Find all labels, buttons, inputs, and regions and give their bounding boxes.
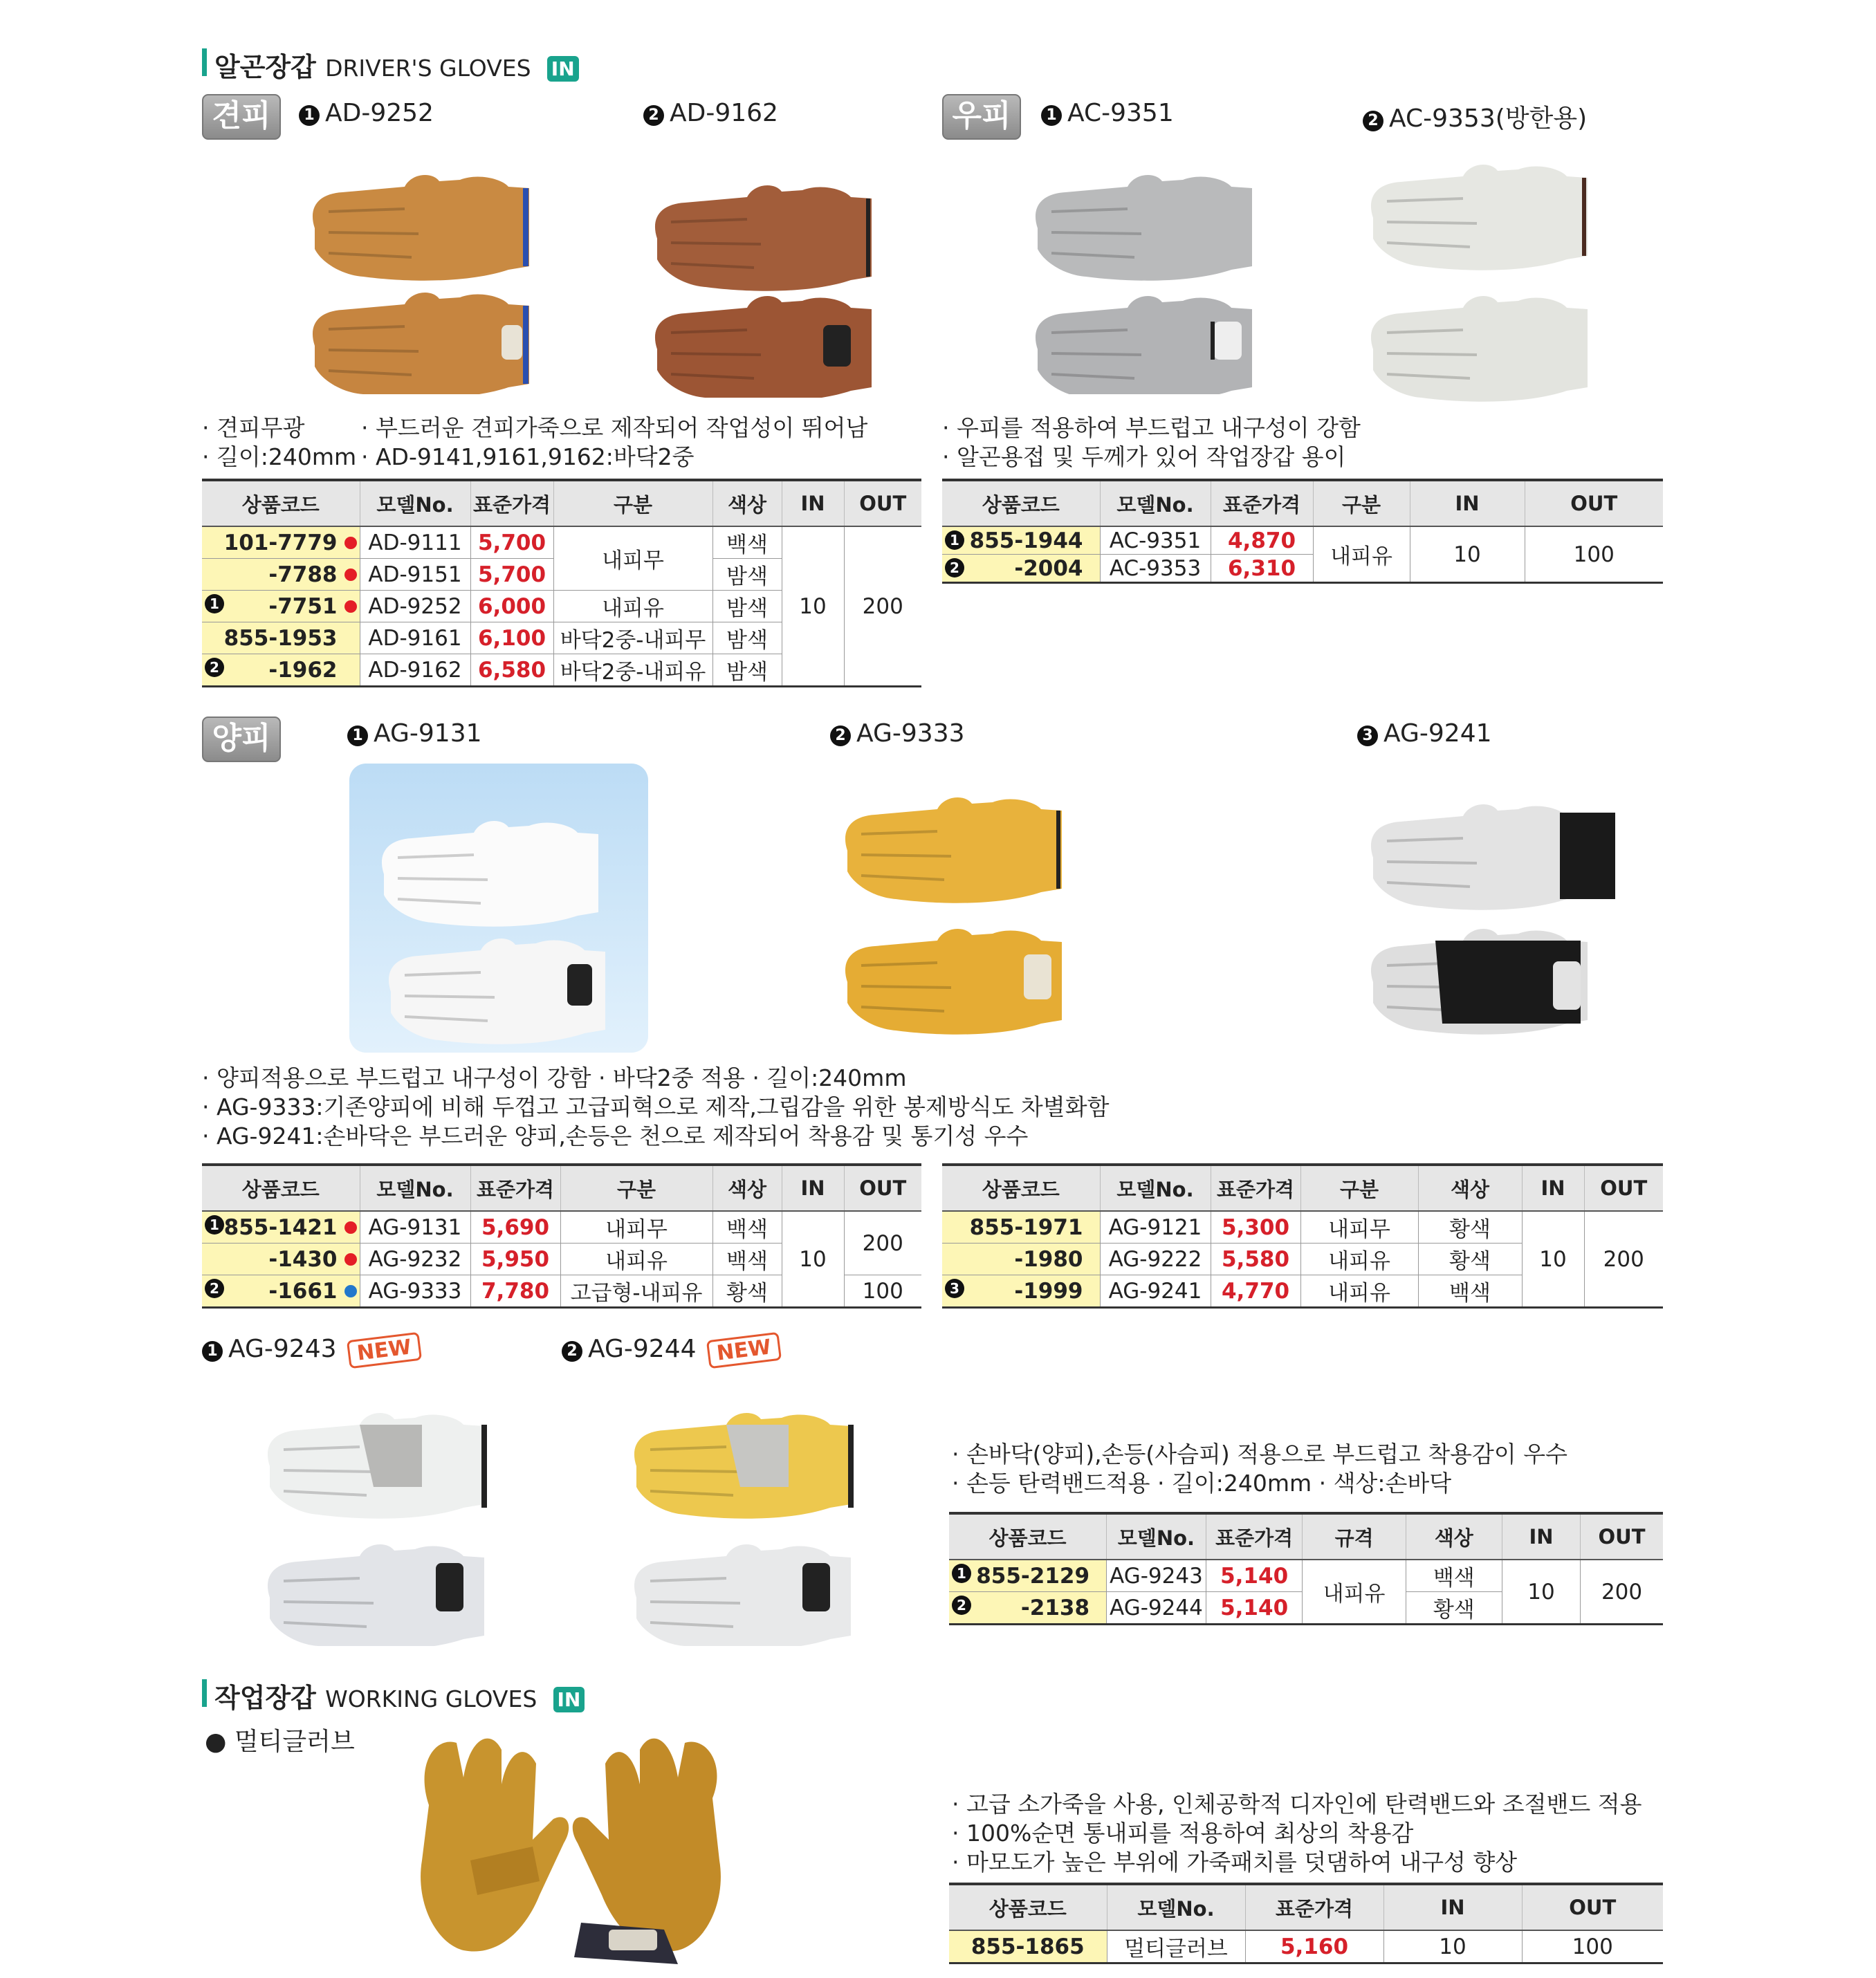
cell-out: 100: [1525, 526, 1663, 583]
th-out: OUT: [844, 1165, 921, 1211]
cell-type: 내피무: [553, 526, 712, 591]
number-badge: 2: [952, 1596, 971, 1615]
cell-type: 내피유: [553, 591, 712, 622]
code-text: -7788: [268, 562, 338, 587]
cell-out: 200: [844, 1211, 921, 1275]
label-text: AG-9243: [228, 1335, 337, 1363]
cell-model: AD-9162: [360, 654, 470, 687]
code-text: 855-1953: [223, 625, 338, 651]
cell-type: 고급형-내피유: [560, 1275, 712, 1308]
code-text: -1980: [1014, 1246, 1083, 1272]
cell-code: [202, 1244, 360, 1275]
label-text: AG-9131: [374, 719, 482, 748]
cell-in: 10: [1502, 1560, 1580, 1625]
th-model: 모델No.: [360, 480, 470, 526]
cell-in: 10: [1383, 1930, 1522, 1963]
cell-color: 백색: [1406, 1560, 1502, 1592]
new-badge: NEW: [706, 1332, 781, 1369]
th-price: 표준가격: [1206, 1513, 1303, 1560]
glove-image-ag9131: [349, 764, 648, 1053]
number-badge: 2: [945, 558, 964, 577]
th-color: 색상: [712, 1165, 782, 1211]
table-row: [942, 526, 1663, 555]
glove-image-ac9351: [1017, 138, 1280, 394]
code-text: -2138: [1020, 1595, 1090, 1620]
cell-model: AD-9151: [360, 559, 470, 591]
cell-price: 5,580: [1211, 1244, 1300, 1275]
cell-price: 7,780: [470, 1275, 560, 1308]
code-text: 101-7779: [223, 530, 338, 555]
label-text: AC-9353(방한용): [1389, 104, 1588, 133]
label-ag9244: [562, 1335, 780, 1365]
cell-price: 6,310: [1211, 555, 1313, 583]
table-header: [942, 480, 1663, 526]
material-badge-gyeonpi: 견피: [202, 94, 281, 140]
section-title-en: WORKING GLOVES: [325, 1685, 537, 1712]
cell-model: AG-9232: [360, 1244, 470, 1275]
cell-color: 백색: [1418, 1275, 1522, 1308]
th-out: OUT: [1522, 1884, 1663, 1930]
th-out: OUT: [1581, 1513, 1663, 1560]
code-text: -7751: [268, 593, 338, 619]
cell-type: 내피유: [1300, 1275, 1418, 1308]
code-text: -1661: [268, 1278, 338, 1304]
number-badge: 2: [205, 1279, 224, 1298]
th-model: 모델No.: [1100, 1165, 1211, 1211]
section-title-drivers: [214, 46, 579, 84]
cell-price: 4,770: [1211, 1275, 1300, 1308]
th-color: 색상: [712, 480, 782, 526]
glove-image-ag9241: [1352, 775, 1629, 1037]
glove-image-ad9252: [294, 145, 557, 394]
code-text: 855-2129: [976, 1563, 1090, 1589]
cell-model: AC-9353: [1100, 555, 1211, 583]
cell-code: [202, 622, 360, 654]
section-title-ko: 알곤장갑: [214, 52, 316, 82]
note-line: · 손바닥(양피),손등(사슴피) 적용으로 부드럽고 착용감이 우수: [952, 1441, 1567, 1468]
cell-model: 멀티글러브: [1107, 1930, 1245, 1963]
cell-code: [942, 1275, 1100, 1308]
cell-color: 백색: [712, 1211, 782, 1244]
red-dot-icon: [344, 1253, 357, 1266]
note-line: · 우피를 적용하여 부드럽고 내구성이 강함: [942, 414, 1361, 441]
th-code: 상품코드: [202, 1165, 360, 1211]
th-price: 표준가격: [1245, 1884, 1383, 1930]
th-in: IN: [782, 1165, 844, 1211]
label-ag9333: [830, 719, 965, 748]
th-model: 모델No.: [1107, 1513, 1206, 1560]
cell-price: 5,300: [1211, 1211, 1300, 1244]
red-dot-icon: [344, 1221, 357, 1234]
cell-type: 내피무: [1300, 1211, 1418, 1244]
cell-in: 10: [782, 1211, 844, 1308]
cell-color: 백색: [712, 1244, 782, 1275]
th-color: 색상: [1406, 1513, 1502, 1560]
table-new-gloves: [949, 1512, 1663, 1625]
cell-in: 10: [782, 526, 844, 687]
cell-model: AD-9252: [360, 591, 470, 622]
section-bar: [202, 1679, 207, 1707]
label-multiglove: ● 멀티글러브: [205, 1728, 355, 1756]
table-row: [949, 1930, 1663, 1963]
label-text: AG-9241: [1383, 719, 1492, 748]
th-model: 모델No.: [1107, 1884, 1245, 1930]
th-out: OUT: [1584, 1165, 1663, 1211]
label-text: AC-9351: [1067, 99, 1174, 127]
cell-model: AG-9222: [1100, 1244, 1211, 1275]
cell-code: [949, 1592, 1107, 1625]
table-row: [942, 1211, 1663, 1244]
cell-price: 5,700: [470, 526, 553, 559]
cell-code: [942, 526, 1100, 555]
glove-image-ag9131-bg: [349, 764, 648, 1053]
th-spec: 규격: [1303, 1513, 1406, 1560]
red-dot-icon: [344, 537, 357, 549]
cell-color: 황색: [712, 1275, 782, 1308]
cell-code: [202, 654, 360, 687]
cell-color: 밤색: [712, 591, 782, 622]
table-yangpi-1: [202, 1163, 921, 1309]
code-text: 855-1421: [223, 1214, 338, 1240]
note-line: · 100%순면 통내피를 적용하여 최상의 착용감: [952, 1820, 1414, 1847]
cell-color: 밤색: [712, 559, 782, 591]
glove-image-ag9243: [256, 1383, 505, 1646]
th-in: IN: [1522, 1165, 1584, 1211]
note-line: · 마모도가 높은 부위에 가죽패치를 덧댐하여 내구성 향상: [952, 1849, 1518, 1876]
notes-upi: [942, 414, 1361, 472]
cell-model: AD-9111: [360, 526, 470, 559]
cell-color: 황색: [1418, 1244, 1522, 1275]
table-upi: [942, 479, 1663, 584]
note-line: · 부드러운 견피가죽으로 제작되어 작업성이 뛰어남: [361, 414, 868, 441]
code-text: 855-1971: [969, 1214, 1083, 1240]
note-line: · 길이:240mm: [202, 443, 357, 470]
number-badge: 2: [205, 658, 224, 677]
note-line: · 알곤용접 및 두께가 있어 작업장갑 용이: [942, 443, 1346, 470]
table-gyeonpi: [202, 479, 921, 687]
cell-out: 200: [1581, 1560, 1663, 1625]
cell-color: 황색: [1406, 1592, 1502, 1625]
cell-code: [202, 559, 360, 591]
note-line: · 양피적용으로 부드럽고 내구성이 강함 · 바닥2중 적용 · 길이:240mm: [202, 1064, 907, 1091]
cell-color: 밤색: [712, 654, 782, 687]
cell-price: 5,690: [470, 1211, 560, 1244]
cell-type: 내피무: [560, 1211, 712, 1244]
code-text: -2004: [1014, 555, 1083, 581]
code-text: -1962: [268, 657, 338, 683]
number-badge: 1: [1041, 105, 1062, 126]
cell-spec: 내피유: [1303, 1560, 1406, 1625]
table-row: [949, 1560, 1663, 1592]
section-title-ko: 작업장갑: [214, 1683, 316, 1713]
cell-code: [202, 1275, 360, 1308]
label-text: AG-9244: [588, 1335, 697, 1363]
code-text: -1430: [268, 1246, 338, 1272]
th-code: 상품코드: [949, 1884, 1107, 1930]
number-badge: 1: [299, 105, 320, 126]
code-text: 855-1865: [971, 1934, 1085, 1959]
glove-image-ag9333: [827, 768, 1089, 1044]
th-type: 구분: [1300, 1165, 1418, 1211]
number-badge: 1: [205, 1215, 224, 1235]
cell-code: [202, 1211, 360, 1244]
in-badge: IN: [547, 56, 579, 82]
note-line: · AG-9333:기존양피에 비해 두껍고 고급피혁으로 제작,그립감을 위한 봉제방식도 차별화함: [202, 1093, 1110, 1120]
th-type: 구분: [553, 480, 712, 526]
table-yangpi-2: [942, 1163, 1663, 1309]
number-badge: 1: [952, 1564, 971, 1583]
label-text: AD-9252: [325, 99, 434, 127]
cell-type: 바닥2중-내피유: [553, 654, 712, 687]
cell-price: 5,140: [1206, 1560, 1303, 1592]
material-badge-yangpi: 양피: [202, 717, 281, 762]
cell-price: 5,160: [1245, 1930, 1383, 1963]
notes-new-gloves: [952, 1440, 1567, 1498]
cell-code: [202, 526, 360, 559]
new-badge: NEW: [346, 1332, 421, 1369]
glove-image-ac9353: [1352, 135, 1615, 405]
number-badge: 1: [205, 594, 224, 613]
cell-code: [949, 1930, 1107, 1963]
number-badge: 1: [202, 1341, 223, 1362]
cell-type: 내피유: [560, 1244, 712, 1275]
number-badge: 2: [562, 1341, 582, 1362]
cell-code: [949, 1560, 1107, 1592]
cell-type: 내피유: [1300, 1244, 1418, 1275]
red-dot-icon: [344, 569, 357, 581]
material-badge-upi: 우피: [942, 94, 1021, 140]
blue-dot-icon: [344, 1285, 357, 1297]
cell-model: AC-9351: [1100, 526, 1211, 555]
cell-price: 5,700: [470, 559, 553, 591]
th-in: IN: [782, 480, 844, 526]
th-code: 상품코드: [942, 1165, 1100, 1211]
label-ag9131: [347, 719, 482, 748]
th-code: 상품코드: [942, 480, 1100, 526]
glove-image-ag9244: [623, 1383, 872, 1646]
number-badge: 2: [830, 725, 851, 746]
cell-price: 6,000: [470, 591, 553, 622]
number-badge: 1: [347, 725, 368, 746]
cell-out: 200: [844, 526, 921, 687]
code-text: -1999: [1014, 1278, 1083, 1304]
th-in: IN: [1383, 1884, 1522, 1930]
th-price: 표준가격: [470, 480, 553, 526]
th-out: OUT: [1525, 480, 1663, 526]
number-badge: 3: [945, 1279, 964, 1298]
cell-in: 10: [1410, 526, 1525, 583]
cell-color: 황색: [1418, 1211, 1522, 1244]
th-price: 표준가격: [1211, 1165, 1300, 1211]
section-bar: [202, 48, 207, 76]
th-out: OUT: [844, 480, 921, 526]
cell-model: AD-9161: [360, 622, 470, 654]
label-ag9241: [1357, 719, 1492, 748]
cell-out: 200: [1584, 1211, 1663, 1308]
cell-out: 100: [844, 1275, 921, 1308]
cell-code: [942, 1244, 1100, 1275]
label-ag9243: [202, 1335, 420, 1365]
number-badge: 2: [1363, 111, 1383, 131]
cell-code: [942, 555, 1100, 583]
th-color: 색상: [1418, 1165, 1522, 1211]
table-header: [949, 1884, 1663, 1930]
notes-yangpi: [202, 1064, 1109, 1151]
th-code: 상품코드: [949, 1513, 1107, 1560]
notes-gyeonpi: [202, 414, 867, 472]
th-price: 표준가격: [470, 1165, 560, 1211]
cell-model: AG-9131: [360, 1211, 470, 1244]
th-model: 모델No.: [360, 1165, 470, 1211]
cell-model: AG-9244: [1107, 1592, 1206, 1625]
th-price: 표준가격: [1211, 480, 1313, 526]
label-text: AG-9333: [856, 719, 965, 748]
number-badge: 3: [1357, 725, 1378, 746]
cell-price: 5,950: [470, 1244, 560, 1275]
cell-type: 내피유: [1313, 526, 1410, 583]
table-row: [202, 526, 921, 559]
label-ad9252: [299, 99, 434, 127]
cell-type: 바닥2중-내피무: [553, 622, 712, 654]
table-header: [942, 1165, 1663, 1211]
number-badge: 1: [945, 530, 964, 550]
table-header: [202, 1165, 921, 1211]
table-multiglove: [949, 1883, 1663, 1964]
label-ac9353: [1363, 99, 1587, 134]
th-model: 모델No.: [1100, 480, 1211, 526]
cell-model: AG-9241: [1100, 1275, 1211, 1308]
note-line: · AD-9141,9161,9162:바닥2중: [361, 443, 695, 470]
table-header: [949, 1513, 1663, 1560]
cell-price: 5,140: [1206, 1592, 1303, 1625]
note-line: · AG-9241:손바닥은 부드러운 양피,손등은 천으로 제작되어 착용감 및 통기성 우수: [202, 1122, 1029, 1149]
cell-in: 10: [1522, 1211, 1584, 1308]
table-row: [202, 1211, 921, 1244]
cell-price: 6,100: [470, 622, 553, 654]
notes-multiglove: [952, 1790, 1642, 1877]
cell-price: 4,870: [1211, 526, 1313, 555]
note-line: · 견피무광: [202, 414, 305, 441]
th-in: IN: [1410, 480, 1525, 526]
code-text: 855-1944: [969, 528, 1083, 553]
cell-color: 밤색: [712, 622, 782, 654]
th-code: 상품코드: [202, 480, 360, 526]
cell-out: 100: [1522, 1930, 1663, 1963]
th-type: 구분: [560, 1165, 712, 1211]
cell-model: AG-9121: [1100, 1211, 1211, 1244]
red-dot-icon: [344, 600, 357, 613]
cell-model: AG-9333: [360, 1275, 470, 1308]
in-badge: IN: [553, 1687, 585, 1712]
cell-price: 6,580: [470, 654, 553, 687]
cell-model: AG-9243: [1107, 1560, 1206, 1592]
th-type: 구분: [1313, 480, 1410, 526]
cell-color: 백색: [712, 526, 782, 559]
number-badge: 2: [643, 105, 664, 126]
label-text: AD-9162: [670, 99, 778, 127]
label-ad9162: [643, 99, 778, 127]
glove-image-multiglove: [387, 1722, 747, 1978]
th-in: IN: [1502, 1513, 1580, 1560]
table-header: [202, 480, 921, 526]
label-ac9351: [1041, 99, 1174, 127]
cell-code: [202, 591, 360, 622]
section-title-en: DRIVER'S GLOVES: [325, 55, 531, 82]
note-line: · 고급 소가죽을 사용, 인체공학적 디자인에 탄력밴드와 조절밴드 적용: [952, 1791, 1642, 1818]
cell-code: [942, 1211, 1100, 1244]
glove-image-ad9162: [636, 156, 899, 398]
section-title-working: [214, 1676, 585, 1714]
note-line: · 손등 탄력밴드적용 · 길이:240mm · 색상:손바닥: [952, 1470, 1452, 1497]
